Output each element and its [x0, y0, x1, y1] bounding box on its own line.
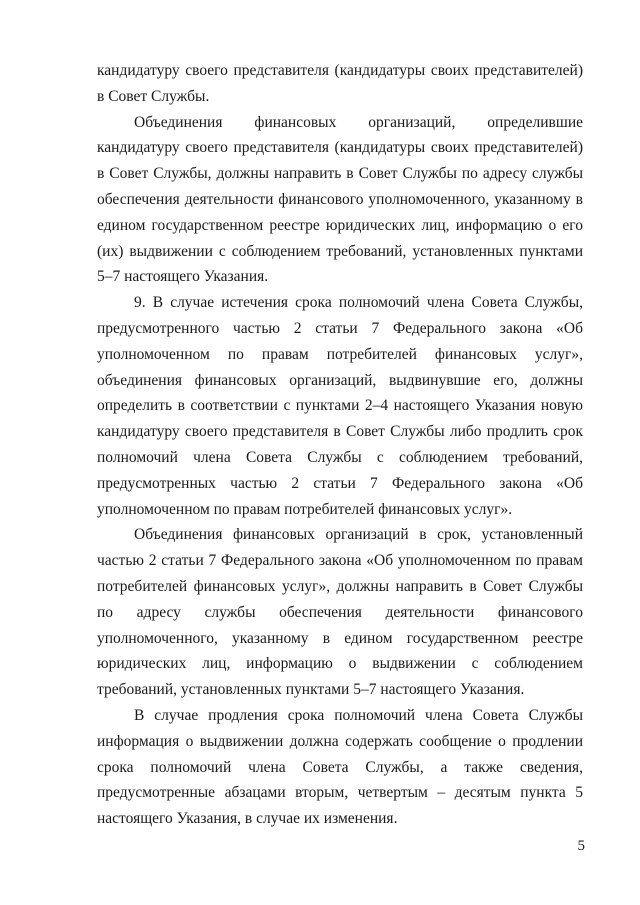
paragraph-extension-info: В случае продления срока полномочий члена Совета Службы информация о выдвижении должна содержать сообщение о продлении срока полномочий члена Совета Службы, а также сведения, предусмотренные абзацами вторым, четвертым – десятым пункта 5 настоящего Указания, в случае их изменения.	[97, 706, 583, 828]
paragraph-associations-notice: Объединения финансовых организаций, определившие кандидатуру своего представителя (кандидатуры своих представителей) в Совет Службы, должны направить в Совет Службы по адресу службы обеспечения деятельности финансового уполномоченного, указанному в едином государственном реестре юридических лиц, информацию о его (их) выдвижении с соблюдением требований, установленных пунктами 5–7 настоящего Указания.	[97, 113, 583, 286]
paragraph-deadline-notice: Объединения финансовых организаций в срок, установленный частью 2 статьи 7 Федерального закона «Об уполномоченном по правам потребителей финансовых услуг», должны направить в Совет Службы по адресу службы обеспечения деятельности финансового уполномоченного, указанному в едином государственном реестре юридических лиц, информацию о выдвижении с соблюдением требований, установленных пунктами 5–7 настоящего Указания.	[97, 526, 583, 699]
paragraph-item-9: 9. В случае истечения срока полномочий члена Совета Службы, предусмотренного частью 2 статьи 7 Федерального закона «Об уполномоченном по правам потребителей финансовых услуг», объединения финансовых организаций, выдвинувшие его, должны определить в соответствии с пунктами 2–4 настоящего Указания новую кандидатуру своего представителя в Совет Службы либо продлить срок полномочий члена Совета Службы с соблюдением требований, предусмотренных частью 2 статьи 7 Федерального закона «Об уполномоченном по правам потребителей финансовых услуг».	[97, 294, 583, 518]
paragraph-continuation: кандидатуру своего представителя (кандидатуры своих представителей) в Совет Службы.	[97, 62, 583, 105]
document-body	[97, 58, 583, 832]
page-number: 5	[577, 838, 585, 854]
